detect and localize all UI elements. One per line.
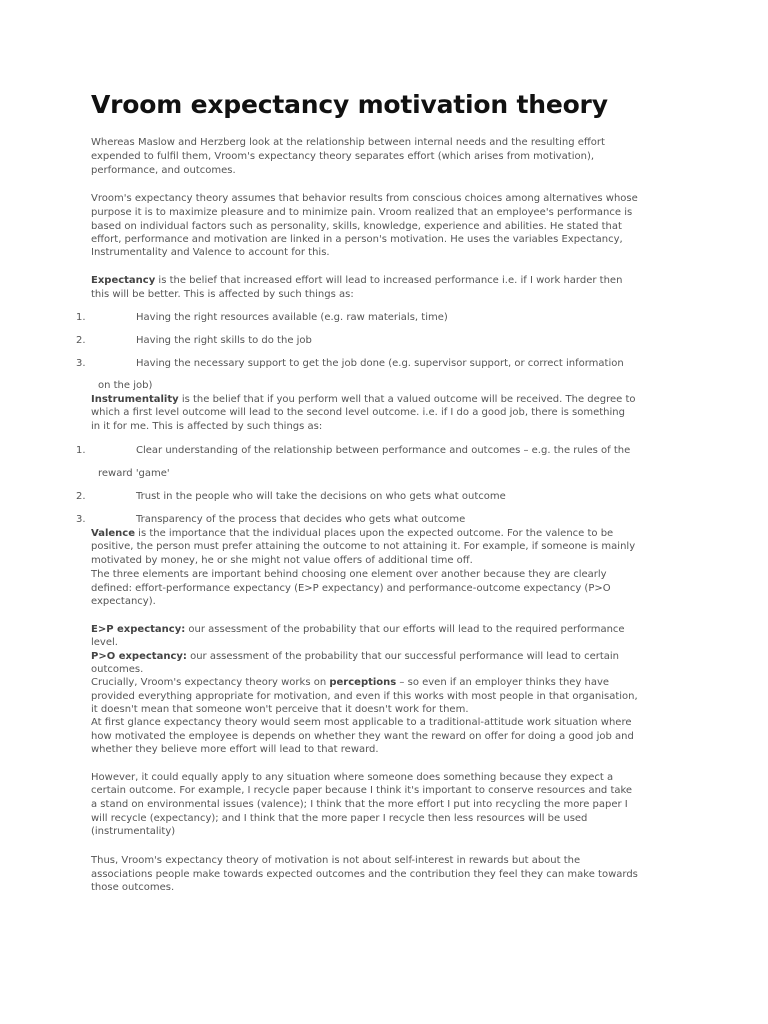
text: – so even if an employer thinks they have [396,677,610,688]
ep-term: E>P expectancy: [91,624,186,635]
list-item: Trust in the people who will take the decisions on who gets what outcome [136,491,506,502]
text-line: motivated by money, he or she might not value offers of additional time off. [91,555,473,566]
text: our assessment of the probability that our efforts will lead to the required performance [185,624,625,635]
list-number: 1. [76,312,86,323]
valence-term: Valence [91,528,135,539]
text-line: whether they believe more effort will lead to that reward. [91,744,379,755]
expectancy-term: Expectancy [91,275,156,286]
text-line: associations people make towards expected outcomes and the contribution they feel they can make towards [91,869,638,880]
text-line: Whereas Maslow and Herzberg look at the relationship between internal needs and the resulting effort [91,137,605,148]
text-line: this will be better. This is affected by such things as: [91,289,354,300]
text: is the belief that increased effort will lead to increased performance i.e. if I work harder then [155,275,623,286]
text-line: level. [91,637,118,648]
text-line: expectancy). [91,596,156,607]
text-line: how motivated the employee is depends on whether they want the reward on offer for doing a good job and [91,731,634,742]
text-line: based on individual factors such as personality, skills, knowledge, experience and abilities. He stated that [91,221,622,232]
text-line: (instrumentality) [91,826,176,837]
text-line: The three elements are important behind choosing one element over another because they are clearly [91,569,607,580]
text-line: Instrumentality and Valence to account for this. [91,247,330,258]
text: Crucially, Vroom's expectancy theory works on [91,677,330,688]
text-line: performance, and outcomes. [91,165,236,176]
text-line [91,393,636,406]
text: is the belief that if you perform well that a valued outcome will be received. The degree to [178,394,636,405]
text-line: a stand on environmental issues (valence); I think that the more effort I put into recycling the more paper I [91,799,628,810]
text-line: which a first level outcome will lead to the second level outcome. i.e. if I do a good job, there is something [91,407,625,418]
list-item-continuation: on the job) [98,380,153,391]
text-line: provided everything appropriate for motivation, and even if this works with most people in that organisation, [91,691,638,702]
text-line: outcomes. [91,664,144,675]
text: our assessment of the probability that our successful performance will lead to certain [186,651,620,662]
instrumentality-term: Instrumentality [91,394,179,405]
text-line: expended to fulfil them, Vroom's expectancy theory separates effort (which arises from motivation), [91,151,595,162]
text: is the importance that the individual places upon the expected outcome. For the valence to be [134,528,614,539]
text-line: defined: effort-performance expectancy (E>P expectancy) and performance-outcome expectancy (P>O [91,583,611,594]
text-line [91,274,622,287]
list-item: Having the right resources available (e.g. raw materials, time) [136,312,448,323]
text-line: Thus, Vroom's expectancy theory of motivation is not about self-interest in rewards but about the [91,855,581,866]
list-item: Clear understanding of the relationship between performance and outcomes – e.g. the rules of the [136,445,631,456]
text-line [91,623,625,636]
text-line: in it for me. This is affected by such things as: [91,421,323,432]
list-number: 2. [76,491,86,502]
text-line: purpose it is to maximize pleasure and to minimize pain. Vroom realized that an employee's performance is [91,207,633,218]
text-line: positive, the person must prefer attaining the outcome to not attaining it. For example, if someone is mainly [91,541,636,552]
page-title: Vroom expectancy motivation theory [91,90,608,119]
text-line [91,650,619,663]
list-item-continuation: reward 'game' [98,468,170,479]
text-line: those outcomes. [91,882,175,893]
text-line [91,527,613,540]
text-line: Vroom's expectancy theory assumes that behavior results from conscious choices among alternatives whose [91,193,638,204]
list-item: Transparency of the process that decides who gets what outcome [136,514,466,525]
list-item: Having the necessary support to get the job done (e.g. supervisor support, or correct information [136,358,624,369]
text-line: it doesn't mean that someone won't perceive that it doesn't work for them. [91,704,469,715]
list-number: 1. [76,445,86,456]
perceptions-term: perceptions [329,677,397,688]
text-line: At first glance expectancy theory would seem most applicable to a traditional-attitude work situation where [91,717,632,728]
list-number: 3. [76,514,86,525]
list-number: 2. [76,335,86,346]
list-number: 3. [76,358,86,369]
po-term: P>O expectancy: [91,651,187,662]
list-item: Having the right skills to do the job [136,335,312,346]
text-line: However, it could equally apply to any situation where someone does something because they expect a [91,772,614,783]
text-line: certain outcome. For example, I recycle paper because I think it's important to conserve resources and take [91,785,633,796]
text-line: will recycle (expectancy); and I think that the more paper I recycle then less resources will be used [91,813,588,824]
text-line [91,676,609,689]
text-line: effort, performance and motivation are linked in a person's motivation. He uses the variables Expectancy, [91,234,623,245]
